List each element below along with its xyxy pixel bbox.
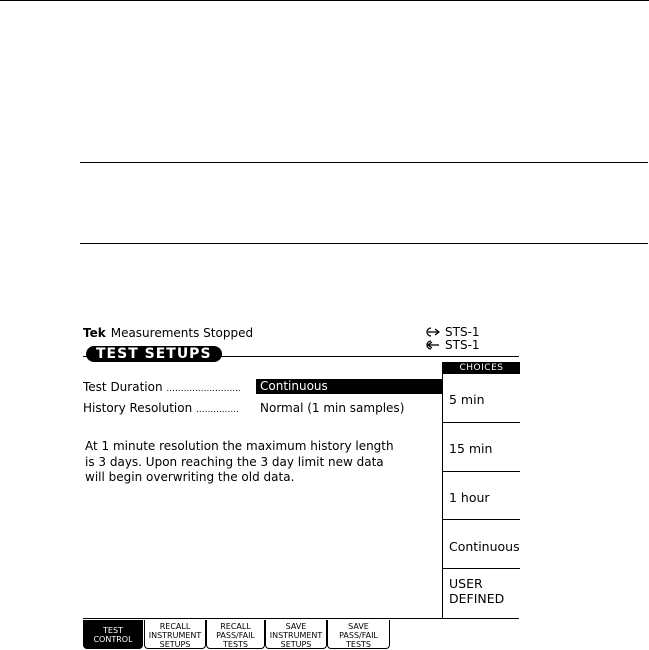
- test-duration-field[interactable]: Continuous: [256, 379, 442, 394]
- instrument-screen: [83, 322, 519, 650]
- page-title: TEST SETUPS: [86, 346, 222, 362]
- history-resolution-text: History Resolution: [83, 401, 193, 415]
- tab-label: RECALL: [159, 622, 191, 631]
- choice-15-min[interactable]: 15 min: [449, 441, 493, 456]
- choice-5-min[interactable]: 5 min: [449, 392, 485, 407]
- tab-label: TESTS: [223, 640, 248, 649]
- choice-divider: [443, 471, 520, 472]
- history-resolution-leader: ...............: [196, 405, 239, 415]
- choice-user-defined-line1: USER: [449, 576, 483, 591]
- test-duration-label: [83, 380, 241, 394]
- choice-continuous[interactable]: Continuous: [449, 539, 520, 554]
- choice-divider: [443, 568, 520, 569]
- choice-1-hour[interactable]: 1 hour: [449, 490, 490, 505]
- choice-divider: [443, 422, 520, 423]
- divider-rule-upper: [80, 162, 648, 163]
- status-line: [83, 326, 253, 340]
- softkey-rule: [83, 618, 519, 619]
- help-text-line: At 1 minute resolution the maximum history length: [85, 439, 394, 453]
- help-text: [85, 439, 440, 486]
- brand-label: Tek: [83, 326, 106, 340]
- tab-test-control[interactable]: [83, 620, 143, 649]
- history-resolution-field[interactable]: Normal (1 min samples): [260, 401, 405, 415]
- tab-label: TEST: [103, 626, 123, 635]
- choice-user-defined[interactable]: [443, 576, 520, 606]
- tab-label: INSTRUMENT: [269, 631, 323, 640]
- tab-label: SAVE: [285, 622, 307, 631]
- tab-recall-instrument-setups[interactable]: [144, 620, 206, 649]
- test-duration-text: Test Duration: [83, 380, 163, 394]
- tab-label: SETUPS: [159, 640, 191, 649]
- divider-rule-lower: [80, 243, 648, 244]
- choices-header: CHOICES: [443, 362, 520, 374]
- choices-panel: [442, 362, 520, 618]
- tab-label: TESTS: [346, 640, 371, 649]
- history-resolution-label: [83, 401, 239, 415]
- signal-output-icon: [425, 327, 441, 337]
- choice-user-defined-line2: DEFINED: [449, 591, 505, 606]
- tab-label: CONTROL: [93, 635, 133, 644]
- signal-input-icon: [425, 340, 441, 350]
- tab-label: INSTRUMENT: [148, 631, 202, 640]
- tab-label: PASS/FAIL: [339, 631, 378, 640]
- input-signal-label: STS-1: [445, 338, 480, 352]
- output-signal-indicator: [425, 325, 480, 339]
- help-text-line: will begin overwriting the old data.: [85, 470, 295, 484]
- help-text-line: is 3 days. Upon reaching the 3 day limit new data: [85, 454, 384, 469]
- tab-label: PASS/FAIL: [216, 631, 255, 640]
- measurement-status: Measurements Stopped: [110, 326, 254, 340]
- tab-label: RECALL: [220, 622, 251, 631]
- tab-recall-pass-fail-tests[interactable]: [206, 620, 265, 649]
- output-signal-label: STS-1: [445, 325, 480, 339]
- page-top-rule: [0, 0, 649, 1]
- test-duration-leader: ..........................: [166, 384, 241, 394]
- tab-label: SETUPS: [280, 640, 312, 649]
- tab-label: SAVE: [348, 622, 369, 631]
- tab-save-instrument-setups[interactable]: [265, 620, 327, 649]
- tab-save-pass-fail-tests[interactable]: [327, 620, 390, 649]
- input-signal-indicator: [425, 338, 480, 352]
- choice-divider: [443, 519, 520, 520]
